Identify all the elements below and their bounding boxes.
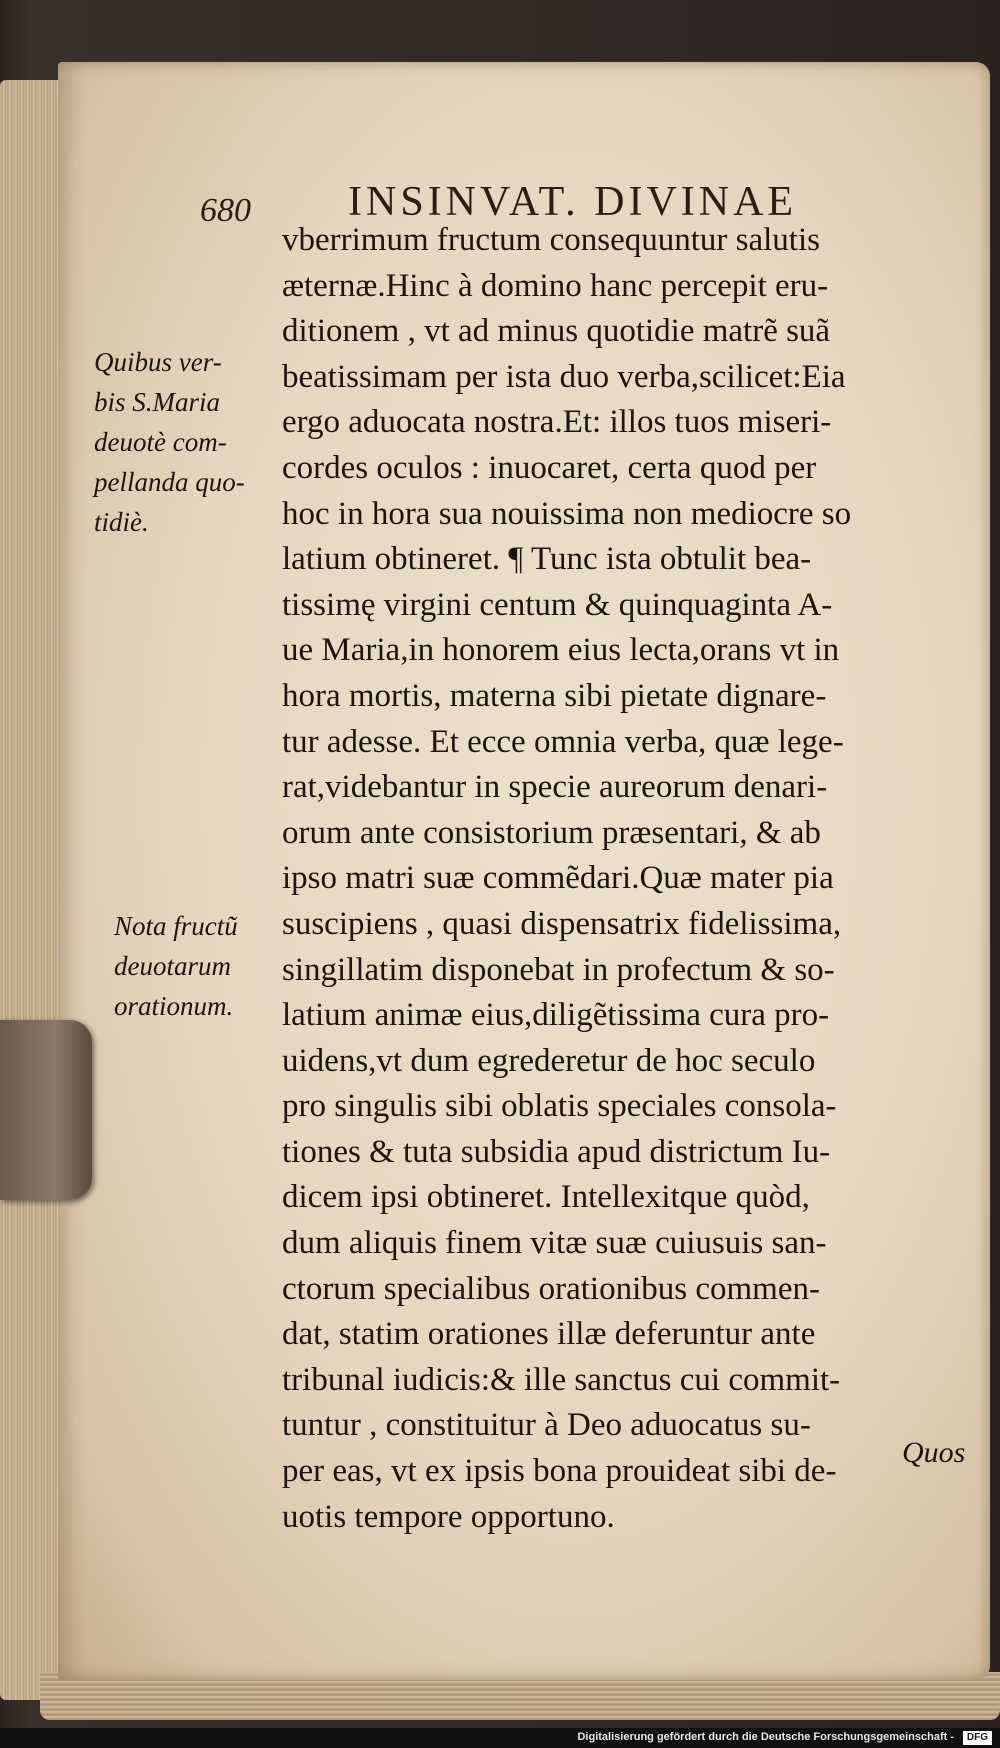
marginal-line: Nota fructũ — [114, 911, 238, 941]
text-line: æternæ.Hinc à domino hanc percepit eru- — [282, 267, 829, 304]
text-line: tur adesse. Et ecce omnia verba, quæ lege- — [282, 723, 844, 760]
text-line: tuntur , constituitur à Deo aduocatus su- — [282, 1407, 811, 1444]
text-line: ctorum specialibus orationibus commen- — [282, 1270, 820, 1307]
marginal-line: pellanda quo- — [94, 467, 245, 497]
text-line: dum aliquis finem vitæ suæ cuiusuis san- — [282, 1225, 827, 1262]
text-line: ue Maria,in honorem eius lecta,orans vt in — [282, 632, 840, 669]
text-line: ergo aduocata nostra.Et: illos tuos miseri- — [282, 404, 832, 441]
text-line: singillatim disponebat in profectum & so- — [282, 951, 835, 988]
catchword: Quos — [902, 1436, 966, 1469]
text-line: rat,videbantur in specie aureorum denari- — [282, 769, 828, 806]
text-line: ipso matri suæ commẽdari.Quæ mater pia — [282, 860, 834, 897]
marginal-line: tidiè. — [94, 507, 149, 537]
text-line: uidens,vt dum egrederetur de hoc seculo — [282, 1042, 816, 1079]
running-head: INSINVAT. DIVINAE — [348, 179, 798, 225]
text-line: dat, statim orationes illæ deferuntur ante — [282, 1316, 816, 1353]
text-line: pro singulis sibi oblatis speciales consola- — [282, 1088, 837, 1125]
text-line: orum ante consistorium præsentari, & ab — [282, 814, 821, 851]
marginal-line: orationum. — [114, 991, 234, 1021]
marginal-line: bis S.Maria — [94, 387, 221, 417]
text-line: tissimę virgini centum & quinquaginta A- — [282, 586, 833, 623]
digitization-credit: Digitalisierung gefördert durch die Deutsche Forschungsgemeinschaft - — [577, 1731, 954, 1743]
text-line: hora mortis, materna sibi pietate dignare- — [282, 677, 827, 714]
text-line: latium animæ eius,diligẽtissima cura pro- — [282, 997, 830, 1034]
text-line: uotis tempore opportuno. — [282, 1498, 615, 1535]
text-line: cordes oculos : inuocaret, certa quod per — [282, 449, 817, 486]
marginal-line: deuotarum — [114, 951, 231, 981]
marginal-note — [94, 342, 284, 542]
marginal-line: Quibus ver- — [94, 347, 222, 377]
text-line: latium obtineret. ¶ Tunc ista obtulit bea- — [282, 541, 812, 578]
text-line: vberrimum fructum consequuntur salutis — [282, 222, 820, 258]
text-line: ditionem , vt ad minus quotidie matrẽ suã — [282, 313, 831, 350]
text-line: suscipiens , quasi dispensatrix fidelissima, — [282, 905, 842, 942]
text-line: beatissimam per ista duo verba,scilicet:Eia — [282, 358, 846, 395]
text-line: hoc in hora sua nouissima non mediocre so — [282, 495, 852, 532]
bookmark-tab — [0, 1020, 92, 1200]
text-line: dicem ipsi obtineret. Intellexitque quòd, — [282, 1179, 810, 1216]
text-line: per eas, vt ex ipsis bona prouideat sibi de- — [282, 1453, 837, 1490]
marginal-line: deuotè com- — [94, 427, 227, 457]
body-text — [282, 218, 972, 1540]
marginal-note — [114, 906, 304, 1026]
text-line: tiones & tuta subsidia apud districtum Iu- — [282, 1133, 831, 1170]
page-number: 680 — [200, 192, 251, 229]
text-line: tribunal iudicis:& ille sanctus cui commit- — [282, 1361, 841, 1398]
dfg-logo: DFG — [963, 1731, 992, 1745]
